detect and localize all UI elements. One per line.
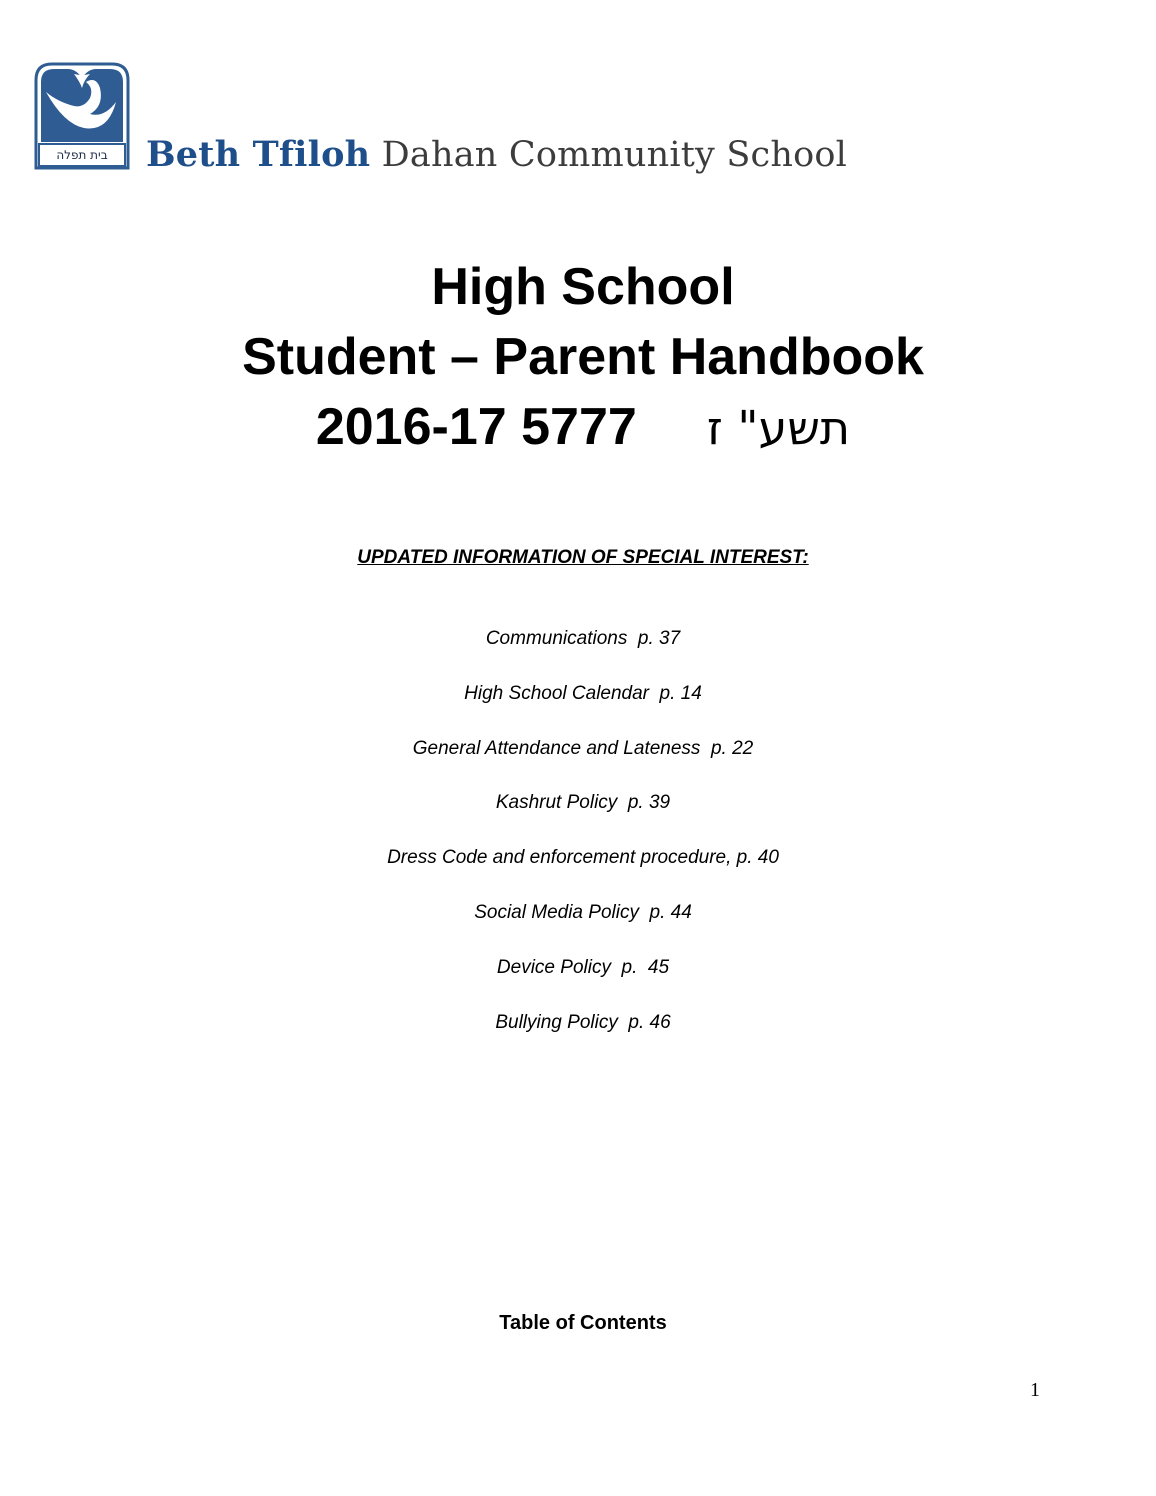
title-hebrew-year: תשע" ז bbox=[706, 401, 851, 455]
list-item: Device Policy p. 45 bbox=[496, 956, 670, 978]
list-item: Dress Code and enforcement procedure, p. 40 bbox=[387, 847, 779, 869]
list-item: Social Media Policy p. 44 bbox=[474, 901, 692, 923]
title-line-1: High School bbox=[431, 258, 735, 316]
page-number: 1 bbox=[1030, 1379, 1040, 1401]
list-item: High School Calendar p. 14 bbox=[464, 682, 702, 704]
school-name bbox=[146, 134, 847, 176]
title-year-line bbox=[0, 392, 1156, 463]
toc-heading: Table of Contents bbox=[499, 1312, 667, 1334]
title-line-2: Student – Parent Handbook bbox=[242, 328, 924, 386]
list-item: Communications p. 37 bbox=[485, 628, 681, 649]
school-name-rest: Dahan Community School bbox=[381, 135, 848, 175]
school-name-strong: Beth Tfiloh bbox=[146, 134, 371, 175]
special-interest-heading: UPDATED INFORMATION OF SPECIAL INTEREST: bbox=[357, 547, 809, 568]
logo-hebrew-text: בית תפלה bbox=[56, 148, 108, 162]
list-item: Kashrut Policy p. 39 bbox=[495, 792, 671, 814]
special-interest-list bbox=[0, 627, 1156, 1065]
list-item: Bullying Policy p. 46 bbox=[495, 1011, 671, 1033]
list-item: General Attendance and Lateness p. 22 bbox=[412, 737, 754, 759]
page-title bbox=[0, 252, 1156, 463]
title-year: 2016-17 5777 bbox=[315, 398, 637, 456]
